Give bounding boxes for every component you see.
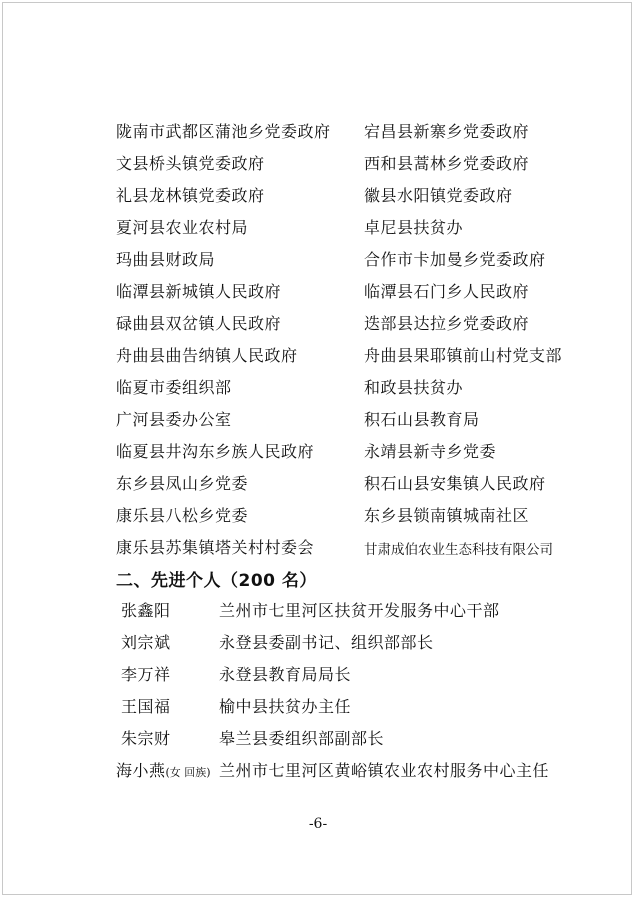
organization-name: 文县桥头镇党委政府 xyxy=(116,154,265,173)
person-name-with-ethnicity xyxy=(116,759,211,785)
organization-row xyxy=(116,248,566,280)
person-ethnicity: (女 回族) xyxy=(165,766,211,779)
organization-name: 夏河县农业农村局 xyxy=(116,218,249,237)
organization-name: 碌曲县双岔镇人民政府 xyxy=(116,314,282,333)
organization-name: 临夏县井沟东乡族人民政府 xyxy=(116,442,315,461)
organization-row xyxy=(116,184,566,216)
organization-name: 舟曲县果耶镇前山村党支部 xyxy=(364,346,563,365)
person-name: 王国福 xyxy=(121,697,171,716)
organization-name: 临潭县石门乡人民政府 xyxy=(364,282,530,301)
organization-row xyxy=(116,344,566,376)
organization-name: 和政县扶贫办 xyxy=(364,378,464,397)
organization-row xyxy=(116,504,566,536)
organization-name: 积石山县教育局 xyxy=(364,410,480,429)
person-row xyxy=(116,631,586,663)
person-title: 兰州市七里河区黄峪镇农业农村服务中心主任 xyxy=(219,761,550,780)
organization-name: 康乐县苏集镇塔关村村委会 xyxy=(116,538,315,557)
section-heading: 二、先进个人（200 名） xyxy=(116,571,317,591)
organization-row xyxy=(116,536,566,568)
person-title: 榆中县扶贫办主任 xyxy=(219,697,352,716)
organization-row xyxy=(116,472,566,504)
person-row xyxy=(116,599,586,631)
organization-name: 舟曲县曲告纳镇人民政府 xyxy=(116,346,298,365)
organization-row xyxy=(116,376,566,408)
person-list xyxy=(116,599,586,791)
organization-name: 临潭县新城镇人民政府 xyxy=(116,282,282,301)
person-title: 兰州市七里河区扶贫开发服务中心干部 xyxy=(219,601,500,620)
organization-row xyxy=(116,216,566,248)
organization-name: 徽县水阳镇党委政府 xyxy=(364,186,513,205)
organization-name: 临夏市委组织部 xyxy=(116,378,232,397)
organization-name: 卓尼县扶贫办 xyxy=(364,218,464,237)
organization-list xyxy=(116,120,566,568)
organization-name: 合作市卡加曼乡党委政府 xyxy=(364,250,546,269)
person-name: 李万祥 xyxy=(121,665,171,684)
person-name: 海小燕 xyxy=(116,761,166,780)
organization-name: 礼县龙林镇党委政府 xyxy=(116,186,265,205)
organization-name: 迭部县达拉乡党委政府 xyxy=(364,314,530,333)
person-row xyxy=(116,663,586,695)
person-title: 永登县教育局局长 xyxy=(219,665,352,684)
organization-name: 广河县委办公室 xyxy=(116,410,232,429)
person-title: 永登县委副书记、组织部部长 xyxy=(219,633,434,652)
organization-name: 积石山县安集镇人民政府 xyxy=(364,474,546,493)
person-row xyxy=(116,759,586,791)
organization-name: 西和县蒿林乡党委政府 xyxy=(364,154,530,173)
organization-row xyxy=(116,120,566,152)
organization-name: 宕昌县新寨乡党委政府 xyxy=(364,122,530,141)
page-number: -6- xyxy=(308,816,328,832)
person-row xyxy=(116,727,586,759)
person-name: 张鑫阳 xyxy=(121,601,171,620)
organization-name: 东乡县凤山乡党委 xyxy=(116,474,249,493)
organization-name: 东乡县锁南镇城南社区 xyxy=(364,506,530,525)
person-title: 皋兰县委组织部副部长 xyxy=(219,729,385,748)
organization-row xyxy=(116,280,566,312)
organization-row xyxy=(116,408,566,440)
person-name: 刘宗斌 xyxy=(121,633,171,652)
person-name: 朱宗财 xyxy=(121,729,171,748)
organization-name: 甘肃成伯农业生态科技有限公司 xyxy=(364,542,553,558)
organization-name: 陇南市武都区蒲池乡党委政府 xyxy=(116,122,331,141)
organization-row xyxy=(116,152,566,184)
organization-row xyxy=(116,440,566,472)
organization-row xyxy=(116,312,566,344)
person-row xyxy=(116,695,586,727)
organization-name: 永靖县新寺乡党委 xyxy=(364,442,497,461)
organization-name: 康乐县八松乡党委 xyxy=(116,506,249,525)
organization-name: 玛曲县财政局 xyxy=(116,250,216,269)
